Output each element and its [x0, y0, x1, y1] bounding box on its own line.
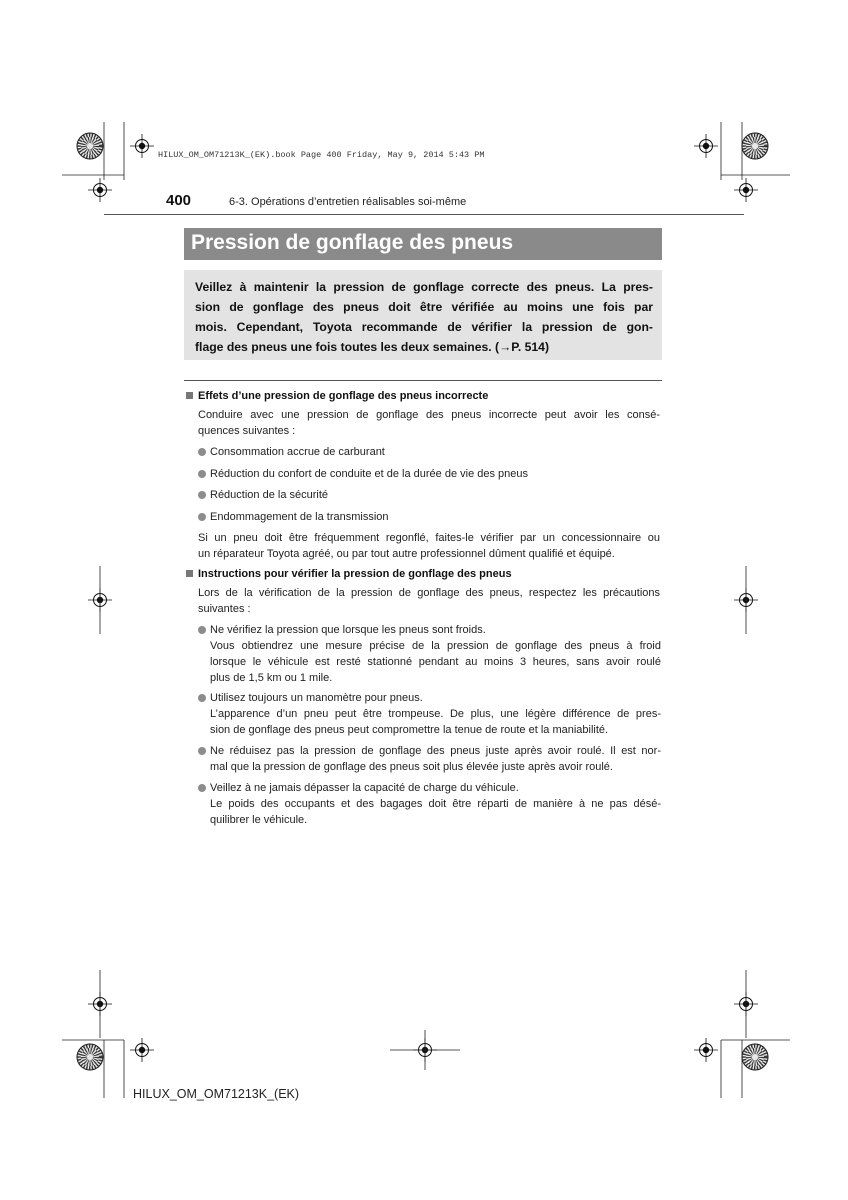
- page-number: 400: [166, 192, 192, 209]
- square-bullet-icon: [186, 392, 193, 399]
- intro-text: [195, 277, 653, 357]
- circle-bullet-icon: [198, 784, 206, 792]
- section-heading-text: Effets d’une pression de gonflage des pneus incorrecte: [198, 390, 489, 402]
- para-line: Lors de la vérification de la pression de gonflage des pneus, respectez les précautions: [198, 587, 660, 599]
- para-line: mal que la pression de gonflage des pneus soit plus élevée juste après avoir roulé.: [210, 761, 613, 774]
- list-item-text: Consommation accrue de carburant: [210, 446, 385, 458]
- para-line: [198, 743, 661, 759]
- para-line: plus de 1,5 km ou 1 mile.: [210, 672, 333, 685]
- page-title: Pression de gonflage des pneus: [191, 231, 514, 254]
- circle-bullet-icon: [198, 448, 206, 456]
- circle-bullet-icon: [198, 626, 206, 634]
- list-item-lead: Utilisez toujours un manomètre pour pneus.: [210, 692, 423, 704]
- header-rule: [104, 214, 744, 215]
- circle-bullet-icon: [198, 694, 206, 702]
- list-item-lead: Ne réduisez pas la pression de gonflage des pneus juste après avoir roulé. Il est nor-: [210, 745, 661, 757]
- section1-intro: [198, 407, 660, 439]
- intro-line: Veillez à maintenir la pression de gonflage correcte des pneus. La pres-: [195, 280, 653, 294]
- para-line: lorsque le véhicule est resté stationné pendant au moins 3 heures, sans avoir roulé: [210, 656, 661, 669]
- para-line: Conduire avec une pression de gonflage des pneus incorrecte peut avoir les consé-: [198, 409, 660, 421]
- list-item-detail: [210, 706, 661, 738]
- circle-bullet-icon: [198, 747, 206, 755]
- list-item-lead: Ne vérifiez la pression que lorsque les pneus sont froids.: [210, 624, 486, 636]
- circle-bullet-icon: [198, 513, 206, 521]
- list-item-detail: [210, 638, 661, 687]
- list-item-lead: Veillez à ne jamais dépasser la capacité de charge du véhicule.: [210, 782, 519, 794]
- section-rule: [184, 380, 662, 381]
- para-line: Vous obtiendrez une mesure précise de la pression de gonflage des pneus à froid: [210, 640, 661, 652]
- para-line: quilibrer le véhicule.: [210, 814, 308, 827]
- list-item-text: Réduction de la sécurité: [210, 489, 329, 501]
- list-item: [198, 780, 519, 796]
- list-item: [198, 690, 423, 706]
- list-item-detail: [210, 796, 661, 828]
- list-item-text: Endommagement de la transmission: [210, 511, 389, 523]
- list-item: [198, 487, 328, 503]
- para-line: suivantes :: [198, 603, 251, 616]
- para-line: L’apparence d’un pneu peut être trompeuse. De plus, une légère différence de pres-: [210, 708, 661, 720]
- intro-line: flage des pneus une fois toutes les deux semaines. (→P. 514): [195, 340, 550, 354]
- list-item: [198, 622, 486, 638]
- circle-bullet-icon: [198, 470, 206, 478]
- list-item-text: Réduction du confort de conduite et de la durée de vie des pneus: [210, 468, 529, 480]
- file-info-header: HILUX_OM_OM71213K_(EK).book Page 400 Friday, May 9, 2014 5:43 PM: [158, 150, 485, 160]
- list-item: [198, 444, 385, 460]
- section-heading-text: Instructions pour vérifier la pression de gonflage des pneus: [198, 568, 512, 580]
- section-path: 6-3. Opérations d’entretien réalisables soi-même: [229, 196, 467, 208]
- para-line: Si un pneu doit être fréquemment regonflé, faites-le vérifier par un concessionnaire ou: [198, 532, 660, 544]
- para-line: sion de gonflage des pneus peut compromettre la tenue de route et la maniabilité.: [210, 724, 609, 737]
- square-bullet-icon: [186, 570, 193, 577]
- section-heading-effects: [186, 390, 488, 402]
- footer-code: HILUX_OM_OM71213K_(EK): [133, 1087, 300, 1101]
- list-item: [198, 509, 389, 525]
- circle-bullet-icon: [198, 491, 206, 499]
- section1-outro: [198, 530, 660, 562]
- intro-line: sion de gonflage des pneus doit être vérifiée au moins une fois par: [195, 300, 653, 314]
- list-item: [198, 743, 661, 775]
- para-line: un réparateur Toyota agréé, ou par tout autre professionnel dûment qualifié et équipé.: [198, 548, 615, 561]
- list-item: [198, 466, 528, 482]
- section2-intro: [198, 585, 660, 617]
- intro-line: mois. Cependant, Toyota recommande de vérifier la pression de gon-: [195, 320, 653, 334]
- section-heading-instructions: [186, 568, 512, 580]
- para-line: Le poids des occupants et des bagages doit être réparti de manière à ne pas désé-: [210, 798, 661, 810]
- para-line: quences suivantes :: [198, 425, 296, 438]
